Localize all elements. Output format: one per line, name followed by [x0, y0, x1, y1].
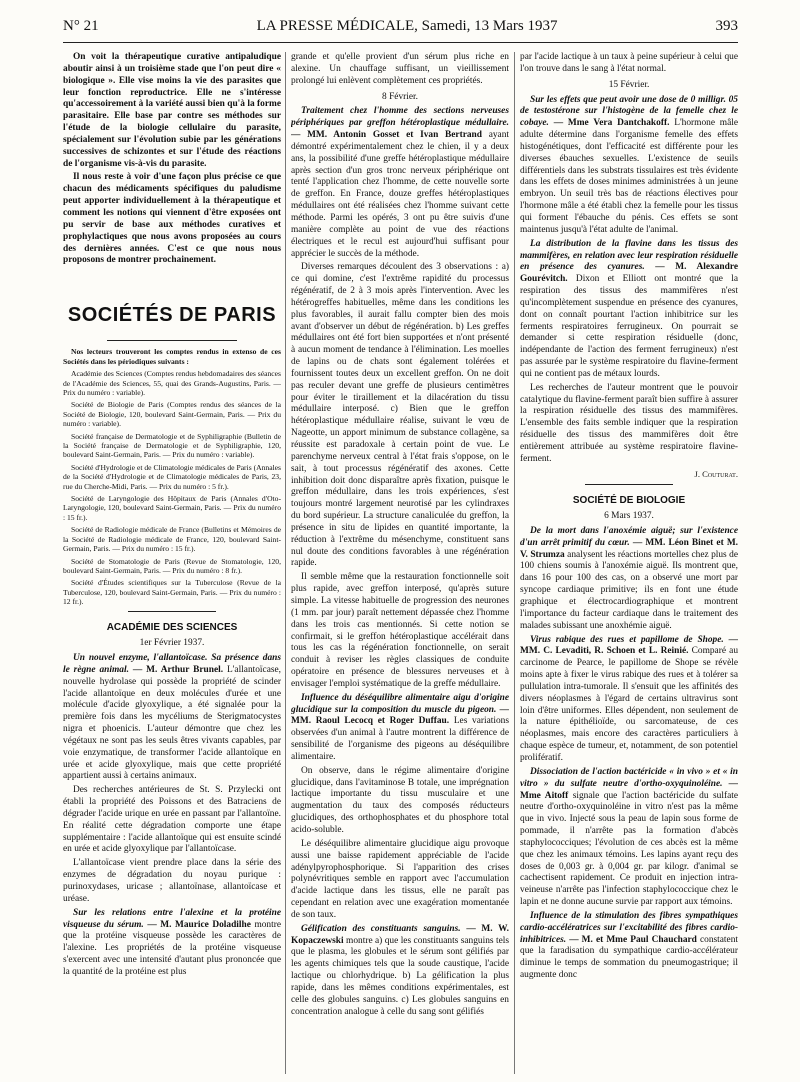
signature: J. Couturat.	[694, 468, 738, 479]
divider	[585, 484, 672, 485]
paragraph: par l'acide lactique à un taux à peine supérieur à celui que l'on trouve dans le sang à l'état normal.	[520, 52, 738, 74]
society-entry: Société de Stomatologie de Paris (Revue de Stomatologie, 120, boulevard Saint-Germain, Paris. — Prix du numéro : 8 fr.).	[63, 556, 281, 575]
session-date: 8 Février.	[382, 91, 418, 102]
article-text: montre a) que les constituants sanguins tels que le plasma, les globules et le sérum sont gélifiés par les agents chimiques tels que la soude caustique, l'acide lactique ou chlorhydrique. b) La gélification la plus rapide, dans les mêmes conditions expérimentales, est celle des globules sanguins. c) Les globules sanguins en concentration analogue à celle du sang sont gélifiés	[291, 935, 509, 1017]
society-entry: Société d'Études scientifiques sur la Tuberculose (Revue de la Tuberculose, 120, boulevard Saint-Germain, Paris. — Prix du numéro : 12 fr.).	[63, 578, 281, 607]
article-text: Dixon et Elliott ont montré que la respiration des tissus des mammifères n'est qu'incomplètement suspendue en présence des cyanures, dont on connaît pourtant l'action inhibitrice sur les ferments respiratoires ferrugineux. On pourrait se demander si cette respiration résiduelle (donc, indépendante de l'action des ferment ferrugineux) n'est pas assurée par le système respiratoire du flavine-ferment qui ne contient pas de métaux lourds.	[520, 274, 738, 379]
society-list	[63, 347, 281, 606]
article-title: Influence du déséquilibre alimentaire aigu d'origine glucidique sur la composition du muscle du pigeon.	[291, 692, 509, 715]
article-text: analysent les réactions mortelles chez plus de 100 chiens soumis à l'anoxémie aiguë. Ils montrent que, dans 16 pour 100 des cas, on a observé une mort par syncope cardiaque primitive; ils en font une étude graphique et électrocardiographique et montrent l'importance du facteur cardiaque dans le traitement des malades subissant une anoxhémie aiguë.	[520, 549, 738, 631]
session-date: 1er Février 1937.	[139, 638, 205, 649]
journal-title: LA PRESSE MÉDICALE, Samedi, 13 Mars 1937	[256, 18, 558, 34]
article	[291, 924, 509, 1019]
paragraph: L'allantoïcase vient prendre place dans la série des enzymes de dégradation du noyau purique : purinoxydases, uricase ; allantoïnase, allantoïcase et uréase.	[63, 858, 281, 904]
society-entry: Société française de Dermatologie et de Syphiligraphie (Bulletin de la Société française de Dermatologie et de Syphiligraphie, 120, boulevard Saint-Germain, Paris. — Prix du numéro : variable).	[63, 431, 281, 460]
paragraph: grande et qu'elle provient d'un sérum plus riche en alexine. Un chauffage suffisant, un vieillissement prolongé lui enlèvent complètement ces propriétés.	[291, 52, 509, 86]
article-text: Comparé au carcinome de Pearce, le papillome de Shope se révèle moins apte à fixer le virus rabique des rues et à tolérer sa pullulation intra-tumorale. Il s'ensuit que les affinités des divers néoplasmes à l'égard de certains ultravirus sont loin d'être uniformes. Elles dépendent, non seulement de la nature épithélioïde, ou sarcomateuse, de ces néoplasmes, mais encore des caractères particuliers à chaque espèce de tumeur, et, notamment, de son potentiel prolifératif.	[520, 646, 738, 763]
article-text: L'hormone mâle adulte détermine dans l'organisme femelle des effets histogénétiques, dont l'efficacité est différente pour les diverses ébauches sexuelles. L'existence de seuils différentiels dans les substrats tissulaires est très évidente dans les effets de doses minimes administrées à un jeune embryon. Un seuil très bas de réactions électives pour l'hormone mâle a été établi chez la femelle pour les tissus qui forment l'ébauche du pénis. Ces effets se sont maintenus jusqu'à l'état adulte de l'animal.	[520, 118, 738, 235]
column-3	[520, 52, 738, 1074]
article-title: Dissociation de l'action bactéricide « in vivo » et « in vitro » du sulfate neutre d'ortho-oxyquinoléine.	[520, 766, 738, 789]
article	[291, 106, 509, 260]
page-header	[63, 18, 738, 43]
article-title: La distribution de la flavine dans les tissus des mammifères, en relation avec leur respiration résiduelle en présence des cyanures.	[520, 238, 738, 273]
society-entry: Académie des Sciences (Comptes rendus hebdomadaires des séances de l'Académie des Sciences, 55, quai des Grands-Augustins, Paris. — Prix du numéro : variable).	[63, 369, 281, 397]
article	[520, 635, 738, 765]
article	[520, 95, 738, 237]
article-author: — MM. Raoul Lecocq et Roger Duffau.	[291, 704, 509, 727]
article	[63, 653, 281, 783]
divider	[128, 611, 215, 612]
page-number: 393	[715, 18, 738, 34]
article-title: Influence de la stimulation des fibres sympathiques cardio-accélératrices sur l'excitabilité des fibres cardio-inhibitrices.	[520, 910, 738, 945]
article-text: ayant démontré expérimentalement chez le chien, il y a deux ans, la possibilité d'une greffe hétéroplastique médullaire après section d'un gros tronc nerveux périphérique ont tenté l'application chez l'homme, de cette nouvelle sorte de greffon. En France, douze greffes hétéroplastiques médullaires ont été réalisées chez l'homme suivant cette méthode. Parmi les opérés, 3 ont pu être suivis d'une manière complète au point de vue des réactions électriques et le recul est aujourd'hui suffisant pour apprécier le succès de la méthode.	[291, 130, 509, 259]
intro-paragraph: On voit la thérapeutique curative antipaludique aboutir ainsi à un troisième stade que l'on peut dire « biologique ». Elle vise moins la vie des parasites que leur fonction reproductrice. Elle ne s'intéresse qu'accessoirement à la variété aussi bien qu'à la forme parasitaire. Elle base par contre ses méthodes sur l'étude de la biologie cellulaire du parasite, spécialement sur l'évolution subie par les générations successives de schizontes et sur l'étude des réactions de l'organisme vis-à-vis du parasite.	[63, 52, 281, 169]
column-2	[291, 52, 509, 1074]
article-title: De la mort dans l'anoxémie aiguë; sur l'existence d'un arrêt primitif du cœur.	[520, 525, 738, 548]
session-date: 6 Mars 1937.	[604, 511, 654, 522]
session-date: 15 Février.	[608, 79, 650, 90]
article-author: — MM. Antonin Gosset et Ivan Bertrand	[291, 130, 482, 141]
article-text: signale que l'action bactéricide du sulfate neutre d'ortho-oxyquinoléine in vitro n'est pas la même que in vivo. Injecté sous la peau de lapin sous forme de pommade, il n'arrête pas la formation d'abcès staphylococciques; l'évolution de ces abcès est la même que chez les animaux témoins. Les lapins ayant reçu des doses de 0,003 gr. à 0,004 gr. par kilogr. d'animal se cachectisent rapidement. Ce produit en injection intra-veineuse n'arrête pas l'infection staphylococcique chez le lapin et ne donne aucune survie par rapport aux témoins.	[520, 790, 738, 908]
paragraph: Des recherches antérieures de St. S. Przylecki ont établi la propriété des Poissons et des Batraciens de dégrader l'acide urique en urée en passant par l'allantoïne. En réalité cette dégradation comporte une étape supplémentaire : l'acide allantoïque qui est ensuite scindé en urée et acide glyoxylique par l'allantoïcase.	[63, 785, 281, 855]
paragraph: Le déséquilibre alimentaire glucidique aigu provoque aussi une baisse rapidement appréciable de l'acide adénylpyrophosphorique. Si l'apparition des crises polynévritiques semble en rapport avec l'accumulation d'acide lactique dans les tissus, elle ne paraît pas cependant en relation avec une exagération momentanée de son taux.	[291, 838, 509, 920]
article-author: — M. Maurice Doladilhe	[147, 919, 251, 930]
society-entry: Société de Laryngologie des Hôpitaux de Paris (Annales d'Oto-Laryngologie, 120, boulevard Saint-Germain, Paris. — Prix du numéro : 15 fr.).	[63, 494, 281, 522]
article-author: — MM. Léon Binet et M. V. Strumza	[520, 537, 738, 560]
article-title: Virus rabique des rues et papillome de Shope.	[530, 634, 724, 645]
readers-note: Nos lecteurs trouveront les comptes rendus in extenso de ces Sociétés dans les périodiques suivants :	[63, 347, 281, 366]
article	[291, 693, 509, 764]
issue-number: N° 21	[63, 18, 99, 34]
article-text: constatent que la faradisation du sympathique cardio-accélérateur diminue le temps de sommation du pneumogastrique; il augmente donc	[520, 934, 738, 981]
biology-heading: SOCIÉTÉ DE BIOLOGIE	[572, 494, 686, 506]
article-author: — M. Arthur Brunel.	[132, 664, 224, 675]
article-text: Les variations observées d'un animal à l'autre montrent la différence de sensibilité de l'organisme des pigeons au déséquilibre alimentaire.	[291, 716, 509, 762]
article-title: Gélification des constituants sanguins.	[301, 923, 461, 934]
article	[520, 767, 738, 909]
article-author: — M. et Mme Paul Chauchard	[569, 934, 697, 945]
article	[520, 526, 738, 633]
divider	[107, 340, 238, 341]
society-entry: Société de Radiologie médicale de France (Bulletins et Mémoires de la Société de Radiologie médicale de France, 120, boulevard Saint-Germain, Paris. — Prix du numéro : 15 fr.).	[63, 525, 281, 554]
paragraph: On observe, dans le régime alimentaire d'origine glucidique, dans l'avitaminose B totale, une imprégnation lactique importante du tissu musculaire et une augmentation du taux des composés réducteurs glucidiques, des orthophosphates et du phosphore total acido-soluble.	[291, 765, 509, 835]
article	[63, 908, 281, 979]
article-author: — MM. C. Levaditi, R. Schoen et L. Reinié.	[520, 634, 738, 657]
article-title: Traitement chez l'homme des sections nerveuses périphériques par greffon hétéroplastique médullaire.	[291, 106, 509, 129]
article-title: Sur les relations entre l'alexine et la protéine visqueuse du sérum.	[63, 907, 281, 930]
article-author: — M. W. Kopaczewski	[291, 923, 509, 946]
article-text: montre que la protéine visqueuse possède les caractères de l'alexine. Les propriétés de la protéine visqueuse s'exercent avec une intensité d'autant plus prononcée que la quantité de la protéine est plus	[63, 919, 281, 977]
society-entry: Société de Biologie de Paris (Comptes rendus des séances de la Société de Biologie, 120, boulevard Saint-Germain, Paris. — Prix du numéro : variable).	[63, 400, 281, 429]
academy-heading: ACADÉMIE DES SCIENCES	[106, 621, 238, 633]
article-text: L'allantoïcase, nouvelle hydrolase qui possède la propriété de scinder l'acide allantoïque en deux molécules d'urée et une molécule d'acide glyoxylique, a été signalée pour la première fois dans les mycéliums de Sterigmatocystes nigra et phoenicis. L'auteur démontre que chez les végétaux ne sont pas les seuls êtres vivants capables, par voie enzymatique, de transformer l'acide allantoïque en urée et acide glyoxylique, mais que cette propriété appartient aussi à certains animaux.	[63, 664, 281, 782]
section-title: SOCIÉTÉS DE PARIS	[67, 304, 277, 327]
intro-paragraph: Il nous reste à voir d'une façon plus précise ce que chacun des médicaments spécifiques du paludisme peut apporter individuellement à la thérapeutique et comment les notions qui viennent d'être exposées ont pu servir de base aux méthodes curatives et prophylactiques que nous avons proposées au cours des dernières années. C'est ce que nous nous proposons de montrer prochainement.	[63, 172, 281, 266]
paragraph: Il semble même que la restauration fonctionnelle soit plus rapide, avec greffon interposé, qu'après suture simple. La vitesse habituelle de progression des neurones (1 mm. par jour) paraît nettement dépassée chez l'homme dans les trois cas mentionnés. Si cette notion se confirmait, si le greffon hétéroplastique accélérait dans tous les cas la régénération fonctionnelle, on serait conduit à reviser les règles classiques de conduite opératoire en présence de blessures nerveuses et à envisager l'emploi systématique de la greffe médullaire.	[291, 572, 509, 689]
paragraph: Diverses remarques découlent des 3 observations : a) ce qui domine, c'est l'extrême rapidité du processus régénératif, de 2 à 3 mois après l'intervention. Avec les hétérogreffes habituelles, même dans les conditions les plus favorables, il aurait fallu compter bien des mois avant d'observer un début de régénération. b) Les greffes médullaires ont été fort bien supportées et n'ont présenté à aucun moment de tendance à l'élimination. Les moelles de lapins ou de chats sont également tolérées et fournissent toutes deux un excellent greffon. On ne doit pas reculer devant une greffe de plusieurs centimètres pour éviter le tiraillement et la dilacération du tissu médullaire interposé. c) Bien que le greffon hétéroplastique médullaire réalise, suivant le vœu de Nageotte, un apport minimum de substance collagène, sa réussite est paradoxale à certain point de vue. Le parenchyme nerveux central à l'état frais s'oppose, on le sait, à tout processus régénératif des axones. Cette inhibition doit donc disparaître après fixation, puisque le greffon médullaire, dans les trois expériences, s'est toujours montré largement neurotisé par les cylindraxes du bord supérieur. La structure canaliculée du greffon, la présence in situ de lipides en quantité importante, la réduction à l'extrême du mésenchyme, constituent sans nul doute des conditions favorables à une régénération rapide.	[291, 262, 509, 569]
column-divider	[285, 52, 286, 1074]
column-divider	[514, 52, 515, 1074]
article-author: — Mme Aitoff	[520, 778, 738, 801]
article-title: Un nouvel enzyme, l'allantoïcase. Sa présence dans le règne animal.	[63, 652, 281, 675]
article-author: — Mme Vera Dantchakoff.	[553, 118, 670, 129]
paragraph: Les recherches de l'auteur montrent que le pouvoir catalytique du flavine-ferment paraît bien suffire à assurer la respiration résiduelle des tissus des mammifères. L'ensemble des faits semble indiquer que la respiration résiduelle des tissus des mammifères doit être entièrement attribuée au système respiratoire flavine-ferment.	[520, 382, 738, 464]
article	[520, 239, 738, 381]
society-entry: Société d'Hydrologie et de Climatologie médicales de Paris (Annales de la Société d'Hydrologie et de Climatologie médicales de Paris, 23, rue du Cherche-Midi, Paris. — Prix du numéro : 5 fr.).	[63, 462, 281, 491]
column-1	[63, 52, 281, 1074]
article-title: Sur les effets que peut avoir une dose de 0 milligr. 05 de testostérone sur l'histogène de la femelle chez le cobaye.	[520, 94, 738, 129]
article	[520, 911, 738, 982]
article-author: — M. Alexandre Gourévitch.	[520, 262, 738, 285]
